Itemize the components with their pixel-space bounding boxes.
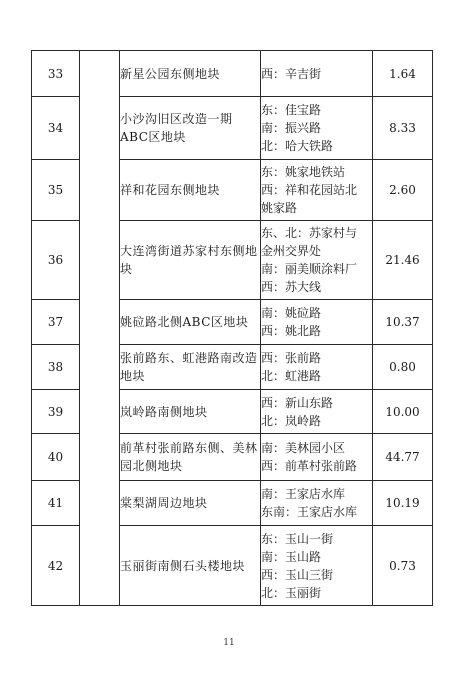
boundary-line: 北：玉丽街 — [261, 585, 322, 600]
boundary-line: 北：虹港路 — [261, 369, 322, 383]
page-number: 11 — [223, 638, 235, 648]
row-number: 35 — [32, 160, 80, 221]
row-number: 38 — [32, 345, 80, 390]
parcel-name: 前革村张前路东侧、美林园北侧地块 — [120, 434, 261, 481]
table-row — [32, 51, 433, 97]
parcel-area: 10.19 — [373, 481, 433, 526]
parcel-name: 祥和花园东侧地块 — [120, 160, 261, 221]
parcel-boundaries — [261, 51, 373, 97]
boundary-line: 西：姚北路 — [261, 324, 322, 338]
parcel-name: 棠梨湖周边地块 — [120, 481, 261, 526]
parcel-area: 44.77 — [373, 434, 433, 481]
parcel-area: 21.46 — [373, 221, 433, 300]
parcel-boundaries — [261, 97, 373, 160]
boundary-line: 东：玉山一街 — [261, 531, 334, 546]
parcel-name: 大连湾街道苏家村东侧地块 — [120, 221, 261, 300]
parcel-name: 姚砬路北侧ABC区地块 — [120, 300, 261, 345]
parcel-area: 1.64 — [373, 51, 433, 97]
boundary-line: 金州交界处 — [261, 244, 322, 258]
parcel-name: 玉丽街南侧石头楼地块 — [120, 526, 261, 606]
boundary-line: 北：哈大铁路 — [261, 139, 334, 153]
boundary-line: 西：祥和花园站北 — [261, 183, 358, 197]
parcel-boundaries — [261, 345, 373, 390]
row-number: 34 — [32, 97, 80, 160]
parcel-boundaries — [261, 526, 373, 606]
parcel-boundaries — [261, 160, 373, 221]
row-number: 36 — [32, 221, 80, 300]
parcel-area: 8.33 — [373, 97, 433, 160]
boundary-line: 西：新山东路 — [261, 395, 334, 410]
parcel-boundaries — [261, 434, 373, 481]
boundary-line: 东南：王家店水库 — [261, 505, 358, 519]
row-number: 37 — [32, 300, 80, 345]
parcel-name: 新星公园东侧地块 — [120, 51, 261, 97]
parcel-area: 2.60 — [373, 160, 433, 221]
parcel-area: 0.73 — [373, 526, 433, 606]
boundary-line: 南：姚砬路 — [261, 306, 322, 320]
parcel-name: 小沙沟旧区改造一期ABC区地块 — [120, 97, 261, 160]
row-number: 33 — [32, 51, 80, 97]
merged-group-cell — [80, 51, 120, 606]
boundary-line: 东、北：苏家村与 — [261, 226, 358, 240]
row-number: 41 — [32, 481, 80, 526]
parcel-boundaries — [261, 390, 373, 434]
row-number: 40 — [32, 434, 80, 481]
boundary-line: 东：佳宝路 — [261, 103, 322, 117]
boundary-line: 东：姚家地铁站 — [261, 165, 346, 179]
boundary-line: 南：玉山路 — [261, 549, 322, 564]
boundary-line: 西：张前路 — [261, 351, 322, 365]
parcel-name: 岚岭路南侧地块 — [120, 390, 261, 434]
row-number: 42 — [32, 526, 80, 606]
parcel-boundaries — [261, 481, 373, 526]
boundary-line: 北：岚岭路 — [261, 413, 322, 428]
boundary-line: 南：振兴路 — [261, 121, 322, 135]
boundary-line: 南：丽美顺涂料厂 — [261, 262, 358, 276]
parcel-area: 10.00 — [373, 390, 433, 434]
parcel-area: 10.37 — [373, 300, 433, 345]
row-number: 39 — [32, 390, 80, 434]
parcel-area: 0.80 — [373, 345, 433, 390]
land-parcel-table — [31, 50, 433, 606]
boundary-line: 西：苏大线 — [261, 280, 322, 294]
boundary-line: 西：辛吉街 — [261, 66, 322, 81]
boundary-line: 南：王家店水库 — [261, 487, 346, 501]
parcel-boundaries — [261, 300, 373, 345]
parcel-name: 张前路东、虹港路南改造地块 — [120, 345, 261, 390]
boundary-line: 西：前革村张前路 — [261, 459, 358, 473]
boundary-line: 南：美林园小区 — [261, 441, 346, 455]
boundary-line: 姚家路 — [261, 201, 298, 215]
boundary-line: 西：玉山三街 — [261, 567, 334, 582]
parcel-boundaries — [261, 221, 373, 300]
